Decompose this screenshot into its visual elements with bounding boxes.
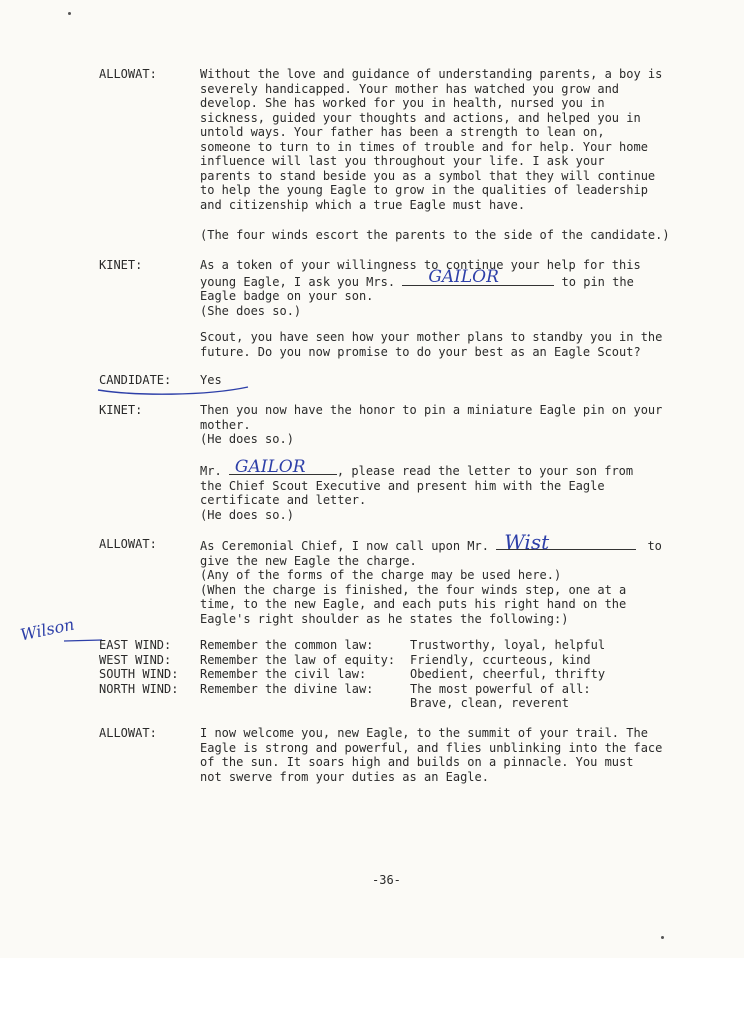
text-line: Yes: [200, 373, 222, 387]
text-line: Then you now have the honor to pin a miniature Eagle pin on your: [200, 403, 663, 417]
wind-virtue: Friendly, ccurteous, kind: [410, 652, 591, 667]
text-line: untold ways. Your father has been a strength to lean on,: [200, 125, 605, 139]
text-line: influence will last you throughout your life. I ask your: [200, 154, 605, 168]
text-line: [200, 456, 680, 479]
speaker-label: ALLOWAT:: [99, 726, 157, 740]
text-line: I now welcome you, new Eagle, to the summit of your trail. The: [200, 726, 648, 740]
wind-law: Remember the common law:: [200, 638, 374, 652]
fill-in-blank: [229, 456, 337, 477]
wind-law: Remember the divine law:: [200, 681, 374, 696]
text-line: develop. She has worked for you in health, nursed you in: [200, 96, 605, 110]
speaker-label: ALLOWAT:: [99, 67, 157, 81]
text-line: not swerve from your duties as an Eagle.: [200, 769, 489, 784]
wind-name: NORTH WIND:: [99, 681, 179, 696]
text-line: someone to turn to in times of trouble and for help. Your home: [200, 139, 648, 154]
text-line: give the new Eagle the charge.: [200, 553, 417, 568]
text-line: to help the young Eagle to grow in the qualities of leadership: [200, 183, 648, 197]
text-line: severely handicapped. Your mother has watched you grow and: [200, 81, 620, 96]
dialogue-text: [200, 67, 680, 212]
text-line: (She does so.): [200, 303, 302, 318]
text-line: future. Do you now promise to do your best as an Eagle Scout?: [200, 344, 641, 359]
stage-direction: [200, 228, 680, 243]
text-line: Eagle is strong and powerful, and flies unblinking into the face: [200, 740, 663, 755]
scan-margin: [0, 958, 744, 1024]
wind-virtue: Brave, clean, reverent: [410, 696, 569, 710]
dialogue-text: [200, 373, 680, 388]
text-segment: to pin the: [561, 274, 634, 289]
speaker-label: KINET:: [99, 258, 143, 272]
wind-name: WEST WIND:: [99, 652, 172, 667]
text-line: (Any of the forms of the charge may be used here.): [200, 568, 562, 582]
dialogue-text: [200, 258, 680, 318]
text-line: Scout, you have seen how your mother plans to standby you in the: [200, 330, 663, 344]
wind-law: Remember the law of equity:: [200, 652, 396, 667]
page-number: -36-: [372, 873, 401, 887]
text-line: sickness, guided your thoughts and actions, and helped you in: [200, 110, 641, 125]
handwritten-name: GAILOR: [234, 456, 306, 477]
text-line: Eagle's right shoulder as he states the following:): [200, 611, 569, 626]
text-line: As a token of your willingness to continue your help for this: [200, 258, 641, 272]
handwritten-name: GAILOR: [428, 267, 499, 287]
text-line: Eagle badge on your son.: [200, 289, 374, 303]
paper-speck: [661, 936, 664, 939]
fill-in-blank: [496, 529, 636, 554]
wind-virtues: [410, 638, 605, 711]
margin-note: Wilson: [18, 614, 76, 645]
text-line: and citizenship which a true Eagle must have.: [200, 197, 526, 212]
fill-in-blank: [402, 267, 554, 287]
text-segment: to: [647, 539, 662, 553]
text-line: (The four winds escort the parents to the side of the candidate.): [200, 228, 670, 242]
wind-virtue: The most powerful of all:: [410, 681, 591, 696]
speaker-label: KINET:: [99, 403, 143, 417]
text-line: parents to stand beside you as a symbol that they will continue: [200, 168, 656, 183]
text-line: certificate and letter.: [200, 493, 367, 507]
text-segment: Mr.: [200, 464, 222, 478]
text-segment: As Ceremonial Chief, I now call upon Mr.: [200, 539, 489, 553]
text-line: [200, 267, 680, 290]
speaker-label: CANDIDATE:: [99, 373, 172, 387]
text-segment: young Eagle, I ask you Mrs.: [200, 274, 396, 289]
handwritten-name: Wist: [504, 529, 550, 554]
text-line: (He does so.): [200, 432, 294, 446]
text-line: Without the love and guidance of understanding parents, a boy is: [200, 67, 663, 81]
margin-note-line: [64, 636, 104, 646]
wind-name: EAST WIND:: [99, 638, 172, 652]
wind-virtue: Trustworthy, loyal, helpful: [410, 638, 606, 652]
speaker-label: ALLOWAT:: [99, 537, 157, 551]
dialogue-text: [200, 529, 680, 626]
dialogue-text: [200, 403, 680, 447]
dialogue-text: [200, 726, 680, 784]
dialogue-text: [200, 456, 680, 522]
wind-name: SOUTH WIND:: [99, 667, 179, 681]
wind-law: Remember the civil law:: [200, 667, 367, 681]
wind-names: [99, 638, 178, 696]
wind-laws: [200, 638, 395, 696]
text-line: mother.: [200, 417, 251, 432]
paper-speck: [68, 12, 71, 15]
wind-virtue: Obedient, cheerful, thrifty: [410, 667, 606, 681]
dialogue-text: [200, 330, 680, 359]
text-line: time, to the new Eagle, and each puts his right hand on the: [200, 597, 627, 611]
pen-underline: [96, 384, 256, 400]
text-line: (He does so.): [200, 507, 294, 522]
text-segment: , please read the letter to your son from: [336, 464, 634, 478]
text-line: [200, 529, 680, 554]
text-line: the Chief Scout Executive and present him with the Eagle: [200, 478, 605, 493]
text-line: of the sun. It soars high and builds on a pinnacle. You must: [200, 755, 634, 769]
text-line: (When the charge is finished, the four winds step, one at a: [200, 582, 627, 597]
